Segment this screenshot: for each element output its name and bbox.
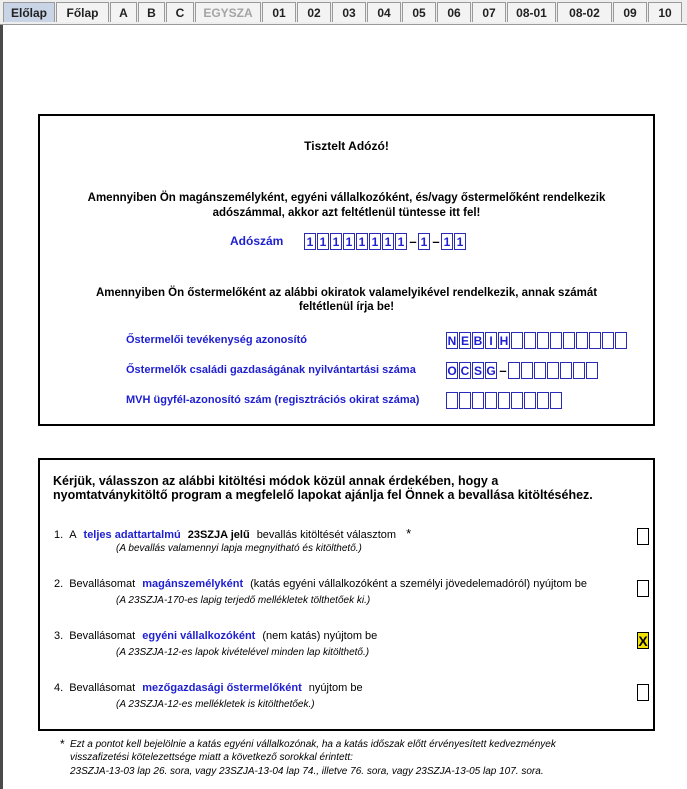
producer-field-cell[interactable]: O bbox=[447, 363, 457, 378]
producer-field-cell[interactable] bbox=[537, 332, 549, 349]
option-1-hint: (A bevallás valamennyi lapja megnyitható és kitölthető.) bbox=[116, 543, 362, 554]
producer-field-cell[interactable] bbox=[550, 332, 562, 349]
separator-dash: – bbox=[499, 363, 507, 378]
tax-digit-cell[interactable]: 1 bbox=[382, 233, 394, 250]
option-1 bbox=[54, 526, 411, 541]
option-bold-text: 23SZJA jelű bbox=[187, 529, 250, 541]
producer-field-cell[interactable] bbox=[472, 392, 484, 409]
tab-előlap[interactable]: Előlap bbox=[3, 2, 55, 22]
tab-bar bbox=[0, 0, 687, 25]
intro-line-2: adószámmal, akkor azt feltétlenül tüntesse itt fel! bbox=[212, 207, 481, 219]
option-number: 3. bbox=[54, 630, 64, 642]
producer-field-cell[interactable] bbox=[563, 332, 575, 349]
tax-digit-cell[interactable]: 1 bbox=[441, 233, 453, 250]
option-number: 1. bbox=[54, 529, 64, 541]
tab-b[interactable]: B bbox=[138, 2, 165, 22]
option-2-checkbox[interactable] bbox=[637, 580, 649, 597]
producer-field-cell[interactable]: N bbox=[447, 333, 457, 348]
tab-a[interactable]: A bbox=[110, 2, 137, 22]
footnote-line-1: Ezt a pontot kell bejelölnie a katás egyéni vállalkozónak, ha a katás időszak előtt érvényesített kedvezmények bbox=[70, 739, 556, 750]
producer-field-input[interactable] bbox=[446, 392, 563, 409]
option-text: A bbox=[69, 529, 77, 541]
option-highlight: egyéni vállalkozóként bbox=[142, 630, 256, 642]
producer-field-cell[interactable] bbox=[586, 362, 598, 379]
producer-field-cell[interactable] bbox=[560, 362, 572, 379]
option-text: Bevallásomat bbox=[69, 682, 136, 694]
intro-line-1: Amennyiben Ön magánszemélyként, egyéni vállalkozóként, és/vagy őstermelőként rendelkezik bbox=[87, 192, 606, 204]
producer-field-cell[interactable] bbox=[521, 362, 533, 379]
tab-01[interactable]: 01 bbox=[262, 2, 296, 22]
producer-field-cell[interactable]: H bbox=[499, 333, 509, 348]
tax-digit-cell[interactable]: 1 bbox=[454, 233, 466, 250]
option-text: (nem katás) nyújtom be bbox=[262, 630, 378, 642]
footnote-line-3: 23SZJA-13-03 lap 26. sora, vagy 23SZJA-13-04 lap 74., illetve 76. sora, vagy 23SZJA-13-05 lap 107. sora. bbox=[70, 766, 544, 777]
producer-field-cell[interactable]: S bbox=[473, 363, 482, 378]
tax-digit-cell[interactable]: 1 bbox=[418, 233, 430, 250]
producer-field-label: MVH ügyfél-azonosító szám (regisztrációs okirat száma) bbox=[126, 394, 420, 406]
producer-field-cell[interactable] bbox=[534, 362, 546, 379]
producer-field-cell[interactable] bbox=[589, 332, 601, 349]
option-3-hint: (A 23SZJA-12-es lapok kivételével minden lap kitölthető.) bbox=[116, 647, 370, 658]
option-highlight: magánszemélyként bbox=[142, 578, 244, 590]
tab-02[interactable]: 02 bbox=[297, 2, 331, 22]
tab-főlap[interactable]: Főlap bbox=[56, 2, 109, 22]
producer-field-cell[interactable] bbox=[524, 392, 536, 409]
separator-dash: – bbox=[409, 234, 417, 249]
option-1-checkbox[interactable] bbox=[637, 528, 649, 545]
producer-field-cell[interactable]: G bbox=[486, 363, 496, 378]
producer-field-label: Őstermelők családi gazdaságának nyilvántartási száma bbox=[126, 364, 416, 376]
producer-field-cell[interactable] bbox=[547, 362, 559, 379]
producer-field-cell[interactable] bbox=[550, 392, 562, 409]
tax-digit-cell[interactable]: 1 bbox=[369, 233, 381, 250]
producer-field-cell[interactable] bbox=[446, 392, 458, 409]
producer-field-cell[interactable] bbox=[602, 332, 614, 349]
producer-field-cell[interactable] bbox=[573, 362, 585, 379]
option-text: Bevallásomat bbox=[69, 630, 136, 642]
producer-line-1: Amennyiben Ön őstermelőként az alábbi okiratok valamelyikével rendelkezik, annak számát bbox=[95, 287, 598, 299]
tab-06[interactable]: 06 bbox=[437, 2, 471, 22]
tab-egysza[interactable]: EGYSZA bbox=[195, 2, 261, 22]
option-3 bbox=[54, 630, 384, 642]
option-4 bbox=[54, 682, 370, 694]
tax-number-field[interactable] bbox=[304, 233, 467, 250]
producer-field-cell[interactable] bbox=[508, 362, 520, 379]
left-border bbox=[0, 25, 3, 789]
option-4-hint: (A 23SZJA-12-es mellékletek is kitölthetőek.) bbox=[116, 699, 315, 710]
tab-03[interactable]: 03 bbox=[332, 2, 366, 22]
tax-digit-cell[interactable]: 1 bbox=[330, 233, 342, 250]
producer-field-cell[interactable] bbox=[511, 332, 523, 349]
producer-field-label: Őstermelői tevékenység azonosító bbox=[126, 334, 307, 346]
tax-number-label: Adószám bbox=[230, 234, 284, 248]
tax-digit-cell[interactable]: 1 bbox=[356, 233, 368, 250]
producer-field-cell[interactable] bbox=[511, 392, 523, 409]
producer-field-input[interactable] bbox=[446, 332, 628, 349]
producer-field-cell[interactable] bbox=[524, 332, 536, 349]
option-text: Bevallásomat bbox=[69, 578, 136, 590]
producer-field-cell[interactable]: I bbox=[485, 332, 497, 349]
producer-field-cell[interactable]: B bbox=[473, 333, 483, 348]
taxpayer-id-panel bbox=[38, 114, 655, 426]
tab-10[interactable]: 10 bbox=[648, 2, 682, 22]
tax-digit-cell[interactable]: 1 bbox=[343, 233, 355, 250]
option-highlight: mezőgazdasági őstermelőként bbox=[142, 682, 302, 694]
producer-field-cell[interactable] bbox=[459, 392, 471, 409]
option-number: 2. bbox=[54, 578, 64, 590]
tax-digit-cell[interactable]: 1 bbox=[317, 233, 329, 250]
footnote-line-2: visszafizetési kötelezettsége miatt a következő sorokkal érintett: bbox=[70, 752, 353, 763]
option-text: (katás egyéni vállalkozóként a személyi jövedelemadóról) nyújtom be bbox=[250, 578, 588, 590]
tab-c[interactable]: C bbox=[166, 2, 194, 22]
producer-field-cell[interactable] bbox=[498, 392, 510, 409]
options-intro-line-1: Kérjük, válasszon az alábbi kitöltési módok közül annak érdekében, hogy a bbox=[53, 474, 499, 488]
option-number: 4. bbox=[54, 682, 64, 694]
producer-field-cell[interactable]: C bbox=[460, 363, 470, 378]
producer-line-2: feltétlenül írja be! bbox=[298, 301, 395, 313]
footnote-star: * bbox=[60, 737, 65, 751]
separator-dash: – bbox=[432, 234, 440, 249]
tax-digit-cell[interactable]: 1 bbox=[395, 233, 407, 250]
options-intro-line-2: nyomtatványkitöltő program a megfelelő lapokat ajánlja fel Önnek a bevallása kitöltéséhez. bbox=[53, 488, 593, 502]
option-4-checkbox[interactable] bbox=[637, 684, 649, 701]
option-text: nyújtom be bbox=[308, 682, 363, 694]
tab-09[interactable]: 09 bbox=[613, 2, 647, 22]
option-text: bevallás kitöltését választom bbox=[256, 529, 397, 541]
producer-field-cell[interactable] bbox=[615, 332, 627, 349]
option-star: * bbox=[406, 526, 412, 541]
option-3-checkbox[interactable]: X bbox=[638, 632, 648, 649]
producer-field-cell[interactable]: E bbox=[460, 333, 469, 348]
option-2 bbox=[54, 578, 594, 590]
producer-field-cell[interactable] bbox=[576, 332, 588, 349]
tab-08-02[interactable]: 08-02 bbox=[557, 2, 612, 22]
filing-mode-panel bbox=[38, 458, 655, 731]
tax-digit-cell[interactable]: 1 bbox=[304, 233, 316, 250]
tab-08-01[interactable]: 08-01 bbox=[507, 2, 556, 22]
tab-04[interactable]: 04 bbox=[367, 2, 401, 22]
option-2-hint: (A 23SZJA-170-es lapig terjedő mellékletek tölthetőek ki.) bbox=[116, 595, 371, 606]
tab-05[interactable]: 05 bbox=[402, 2, 436, 22]
option-highlight: teljes adattartalmú bbox=[83, 529, 181, 541]
producer-field-cell[interactable] bbox=[485, 392, 497, 409]
greeting: Tisztelt Adózó! bbox=[304, 139, 389, 153]
producer-field-cell[interactable] bbox=[537, 392, 549, 409]
producer-field-input[interactable] bbox=[446, 362, 599, 379]
tab-07[interactable]: 07 bbox=[472, 2, 506, 22]
